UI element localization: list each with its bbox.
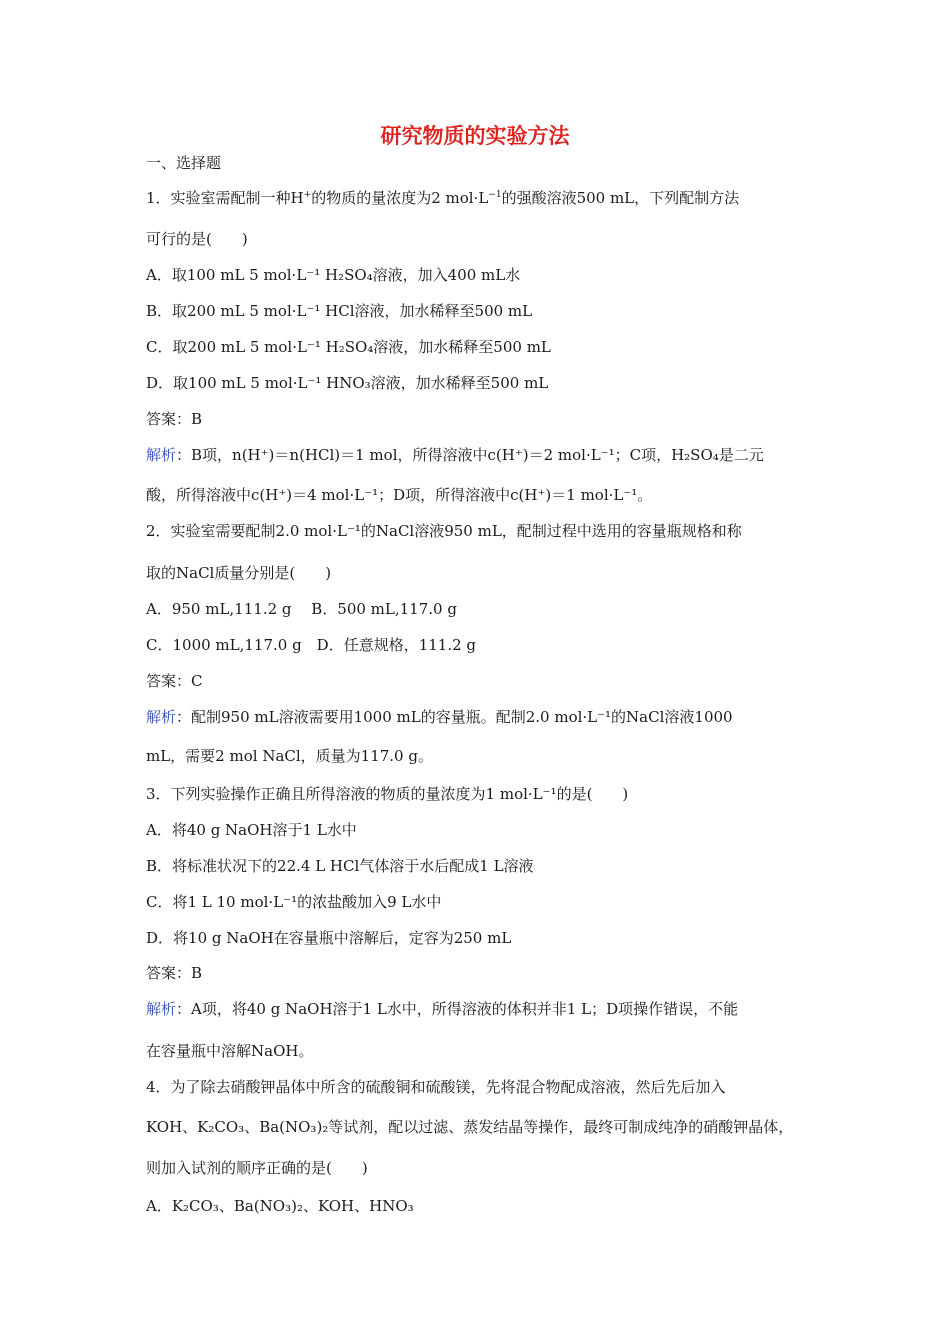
q2-options-line2: C．1000 mL,117.0 g D．任意规格，111.2 g — [146, 636, 477, 654]
q3-option-c: C．将1 L 10 mol·L⁻¹的浓盐酸加入9 L水中 — [146, 893, 442, 911]
q2-answer: 答案：C — [146, 672, 203, 690]
q2-stem-line1: 2．实验室需要配制2.0 mol·L⁻¹的NaCl溶液950 mL，配制过程中选用的容量瓶规格和称 — [146, 522, 742, 540]
q2-options-line1: A．950 mL,111.2 g B．500 mL,117.0 g — [146, 600, 457, 618]
q3-option-d: D．将10 g NaOH在容量瓶中溶解后，定容为250 mL — [146, 929, 512, 947]
q3-analysis-line1 — [146, 999, 738, 1019]
q1-option-c: C．取200 mL 5 mol·L⁻¹ H₂SO₄溶液，加水稀释至500 mL — [146, 338, 551, 356]
document-title: 研究物质的实验方法 — [380, 123, 570, 148]
q4-stem-line1: 4．为了除去硝酸钾晶体中所含的硫酸铜和硫酸镁，先将混合物配成溶液，然后先后加入 — [146, 1078, 726, 1096]
q1-stem-line2: 可行的是( ) — [146, 230, 248, 248]
q1-option-a: A．取100 mL 5 mol·L⁻¹ H₂SO₄溶液，加入400 mL水 — [146, 266, 521, 284]
q1-stem-line1: 1．实验室需配制一种H+的物质的量浓度为2 $mol\cdot L^{-1}$的强酸溶液500 mL，下列配制方法 — [146, 189, 740, 207]
q4-option-a: A．K₂CO₃、Ba(NO₃)₂、KOH、HNO₃ — [146, 1197, 414, 1215]
q4-stem-line2: KOH、K₂CO₃、Ba(NO₃)₂等试剂，配以过滤、蒸发结晶等操作，最终可制成纯净的硝酸钾晶体， — [146, 1118, 794, 1136]
q3-analysis-line2: 在容量瓶中溶解NaOH。 — [146, 1042, 314, 1060]
q2-analysis-line1 — [146, 707, 733, 727]
q1-option-d: D．取100 mL 5 mol·L⁻¹ HNO₃溶液，加水稀释至500 mL — [146, 374, 549, 392]
q1-stem-part-b: 的物质的量浓度为2 mol·L — [311, 189, 489, 207]
q3-option-b: B．将标准状况下的22.4 L HCl气体溶于水后配成1 L溶液 — [146, 857, 534, 875]
q1-analysis-line2: 酸，所得溶液中c(H⁺)＝4 mol·L⁻¹；D项，所得溶液中c(H⁺)＝1 mol·L⁻¹。 — [146, 486, 653, 504]
q2-analysis-line2: mL，需要2 mol NaCl，质量为117.0 g。 — [146, 747, 433, 765]
q1-stem-part-a: 1．实验室需配制一种H — [146, 189, 304, 207]
q2-stem-line2: 取的NaCl质量分别是( ) — [146, 564, 332, 582]
q3-option-a: A．将40 g NaOH溶于1 L水中 — [146, 821, 357, 839]
q3-stem: 3．下列实验操作正确且所得溶液的物质的量浓度为1 mol·L⁻¹的是( ) — [146, 785, 629, 803]
q3-analysis-text1: ：A项，将40 g NaOH溶于1 L水中，所得溶液的体积并非1 L；D项操作错误，不能 — [176, 1000, 739, 1018]
q1-option-b: B．取200 mL 5 mol·L⁻¹ HCl溶液，加水稀释至500 mL — [146, 302, 533, 320]
section-heading: 一、选择题 — [146, 154, 222, 172]
q3-answer: 答案：B — [146, 964, 203, 982]
q1-stem-part-c: 的强酸溶液500 mL，下列配制方法 — [501, 189, 740, 207]
q1-answer: 答案：B — [146, 410, 203, 428]
q1-analysis-text1: ：B项，n(H⁺)＝n(HCl)＝1 mol，所得溶液中c(H⁺)＝2 mol·L⁻¹；C项，H₂SO₄是二元 — [176, 446, 764, 464]
analysis-label: 解析 — [146, 1000, 177, 1018]
q1-analysis-line1 — [146, 445, 764, 465]
q2-analysis-text1: ：配制950 mL溶液需要用1000 mL的容量瓶。配制2.0 mol·L⁻¹的NaCl溶液1000 — [176, 708, 733, 726]
analysis-label: 解析 — [146, 708, 177, 726]
analysis-label: 解析 — [146, 446, 177, 464]
q4-stem-line3: 则加入试剂的顺序正确的是( ) — [146, 1159, 368, 1177]
